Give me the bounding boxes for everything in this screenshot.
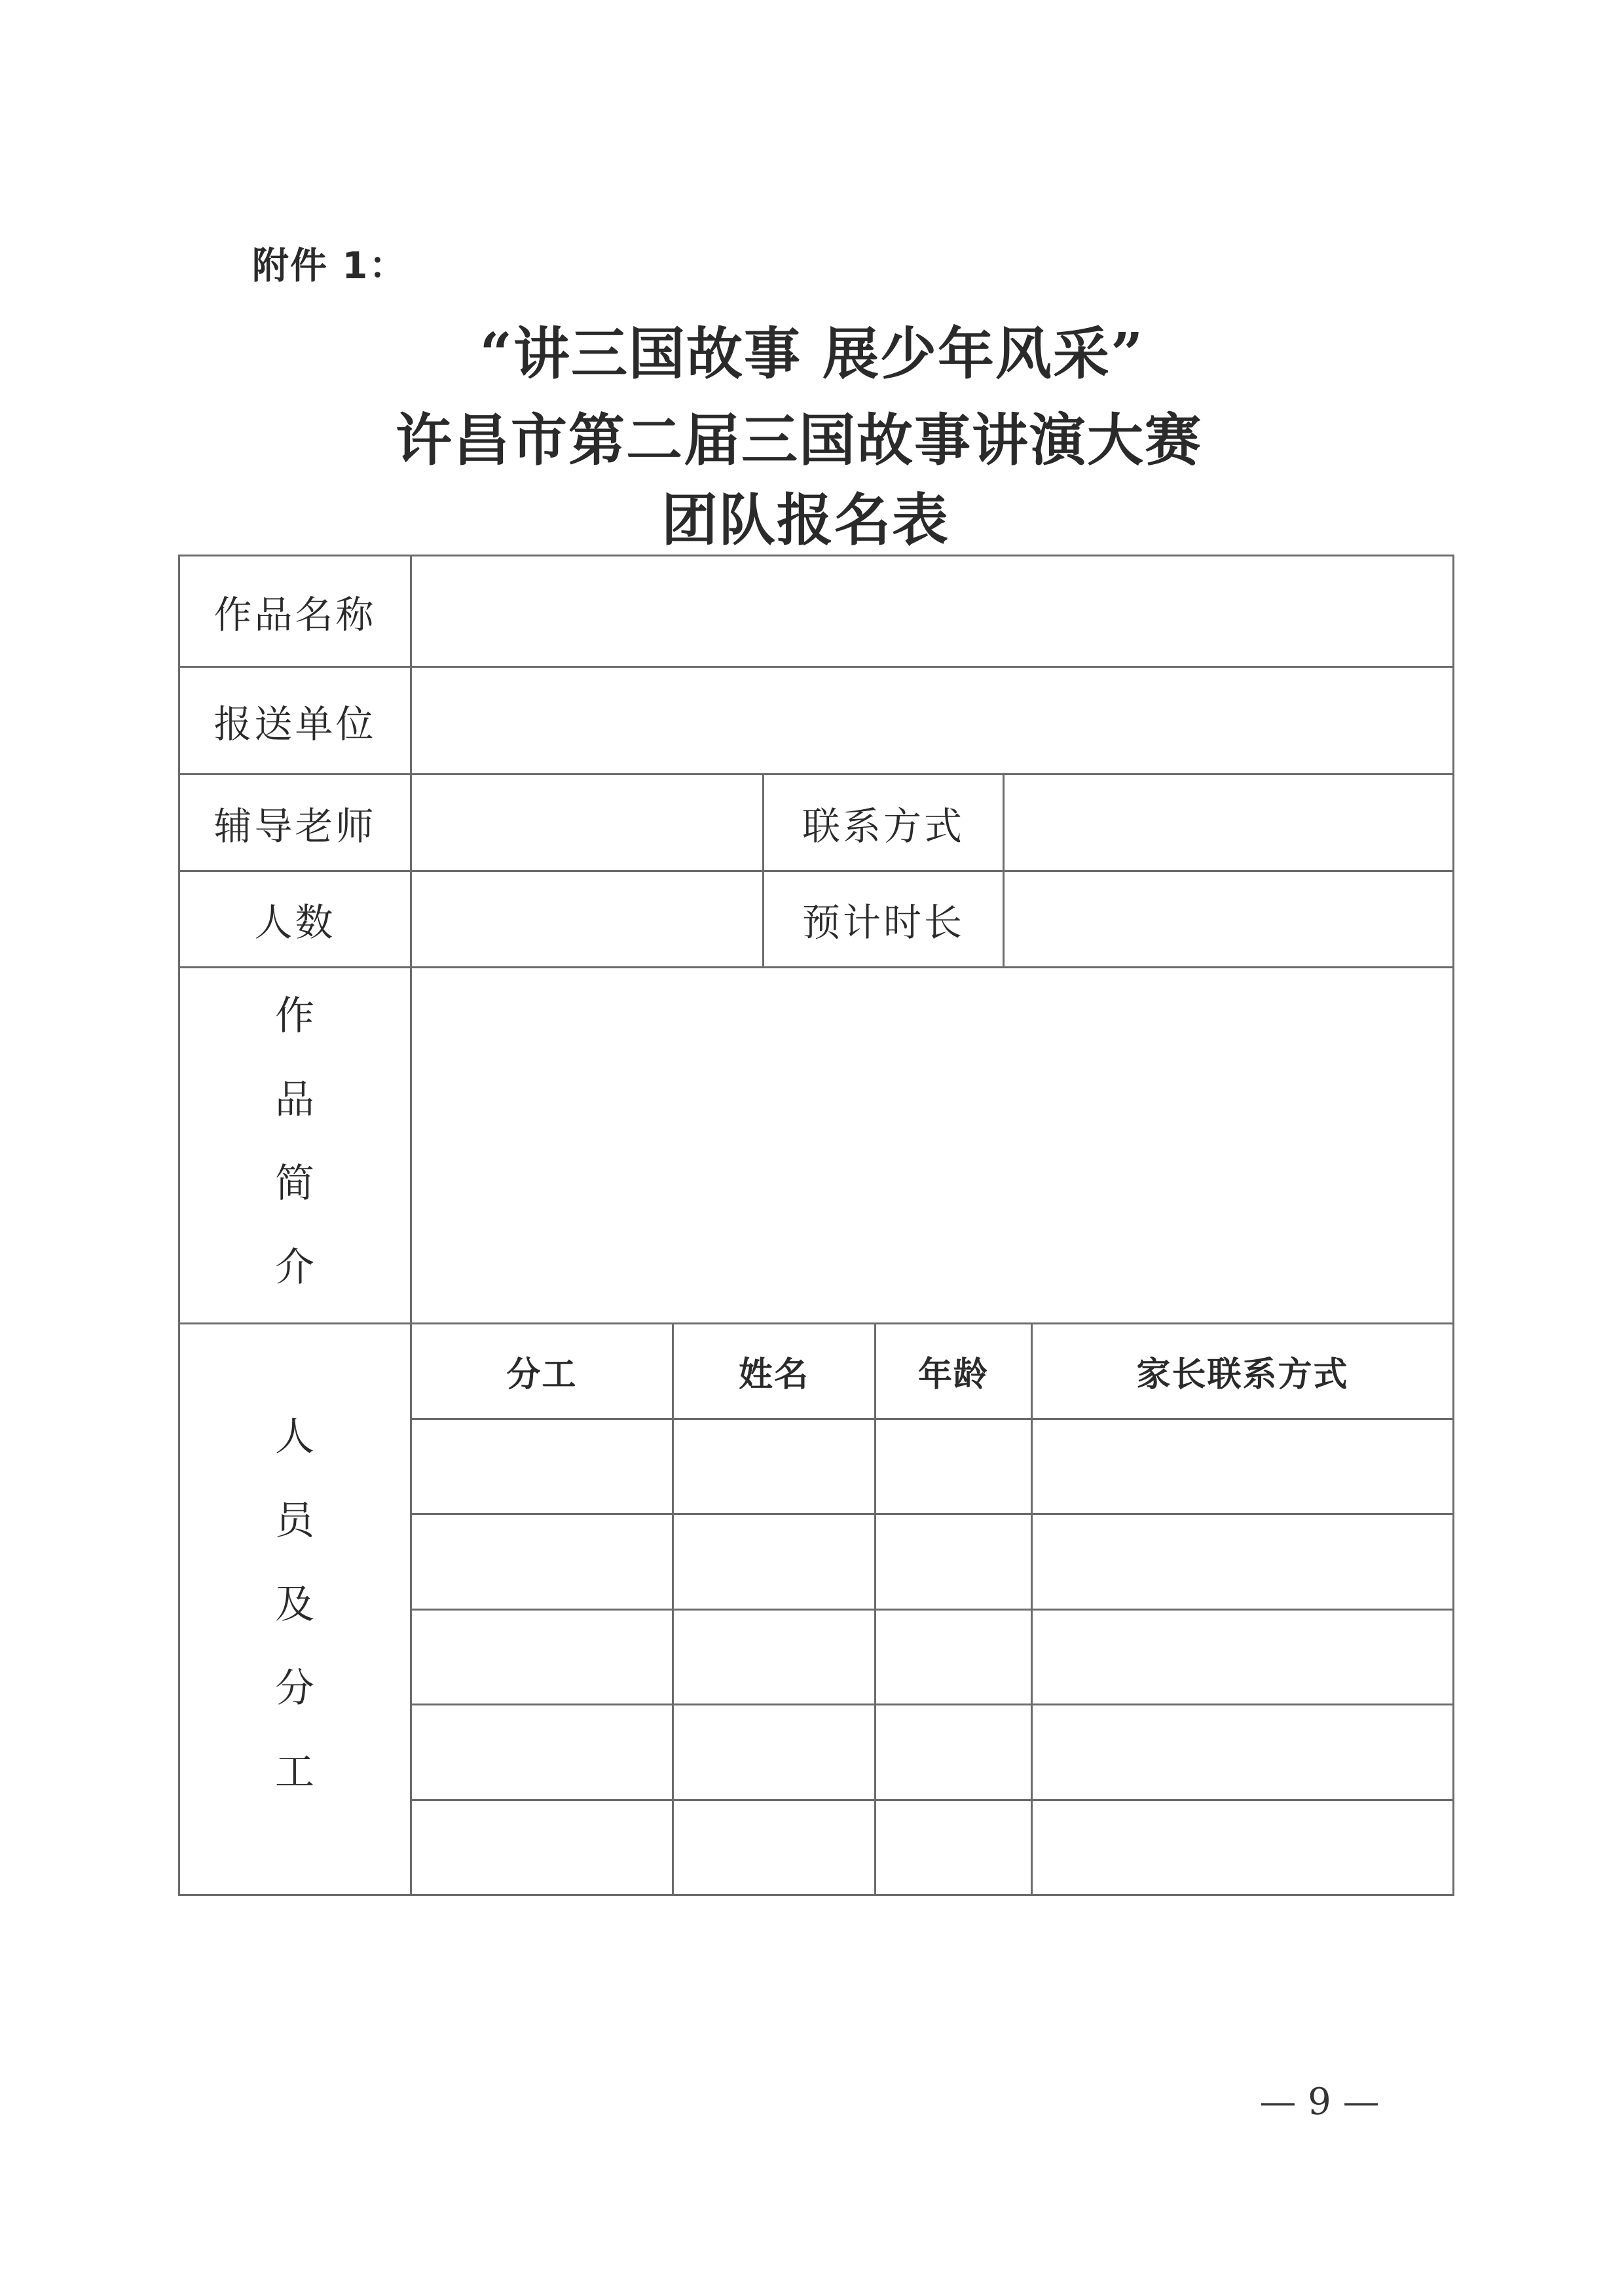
label-members-char: 人 xyxy=(275,1414,314,1460)
label-work-intro-char: 简 xyxy=(275,1161,314,1207)
label-work-name: 作品名称 xyxy=(213,592,377,637)
title-line-3: 团队报名表 xyxy=(661,487,950,553)
title-line-2: 许昌市第二届三国故事讲演大赛 xyxy=(396,407,1202,473)
table-rule xyxy=(410,1418,1454,1420)
page-number: — 9 — xyxy=(1259,2081,1380,2123)
table-rule xyxy=(178,966,1454,968)
column-header-name: 姓名 xyxy=(738,1355,809,1394)
table-border-right xyxy=(1452,555,1454,1896)
column-header-parent-contact: 家长联系方式 xyxy=(1136,1355,1349,1394)
label-headcount: 人数 xyxy=(254,900,336,945)
table-rule xyxy=(1003,773,1005,968)
table-rule xyxy=(410,1704,1454,1705)
table-rule xyxy=(410,1799,1454,1801)
label-members-char: 及 xyxy=(275,1582,314,1628)
table-rule xyxy=(410,1513,1454,1515)
label-submitting-unit: 报送单位 xyxy=(213,701,377,746)
column-header-role: 分工 xyxy=(506,1355,578,1394)
label-work-intro-char: 品 xyxy=(275,1077,314,1123)
label-estimated-duration: 预计时长 xyxy=(802,900,965,945)
label-members-char: 分 xyxy=(275,1666,314,1711)
label-work-intro-char: 作 xyxy=(275,993,314,1039)
label-members-char: 员 xyxy=(275,1498,314,1544)
label-members-char: 工 xyxy=(275,1749,314,1795)
label-work-intro-char: 介 xyxy=(275,1245,314,1290)
attachment-label: 附件 1： xyxy=(252,245,407,287)
label-advisor: 辅导老师 xyxy=(213,803,377,848)
column-header-age: 年龄 xyxy=(917,1355,989,1394)
label-contact: 联系方式 xyxy=(802,803,965,848)
table-border-bottom xyxy=(178,1894,1454,1896)
title-line-1: “讲三国故事 展少年风采” xyxy=(479,321,1145,387)
table-rule xyxy=(410,1609,1454,1611)
